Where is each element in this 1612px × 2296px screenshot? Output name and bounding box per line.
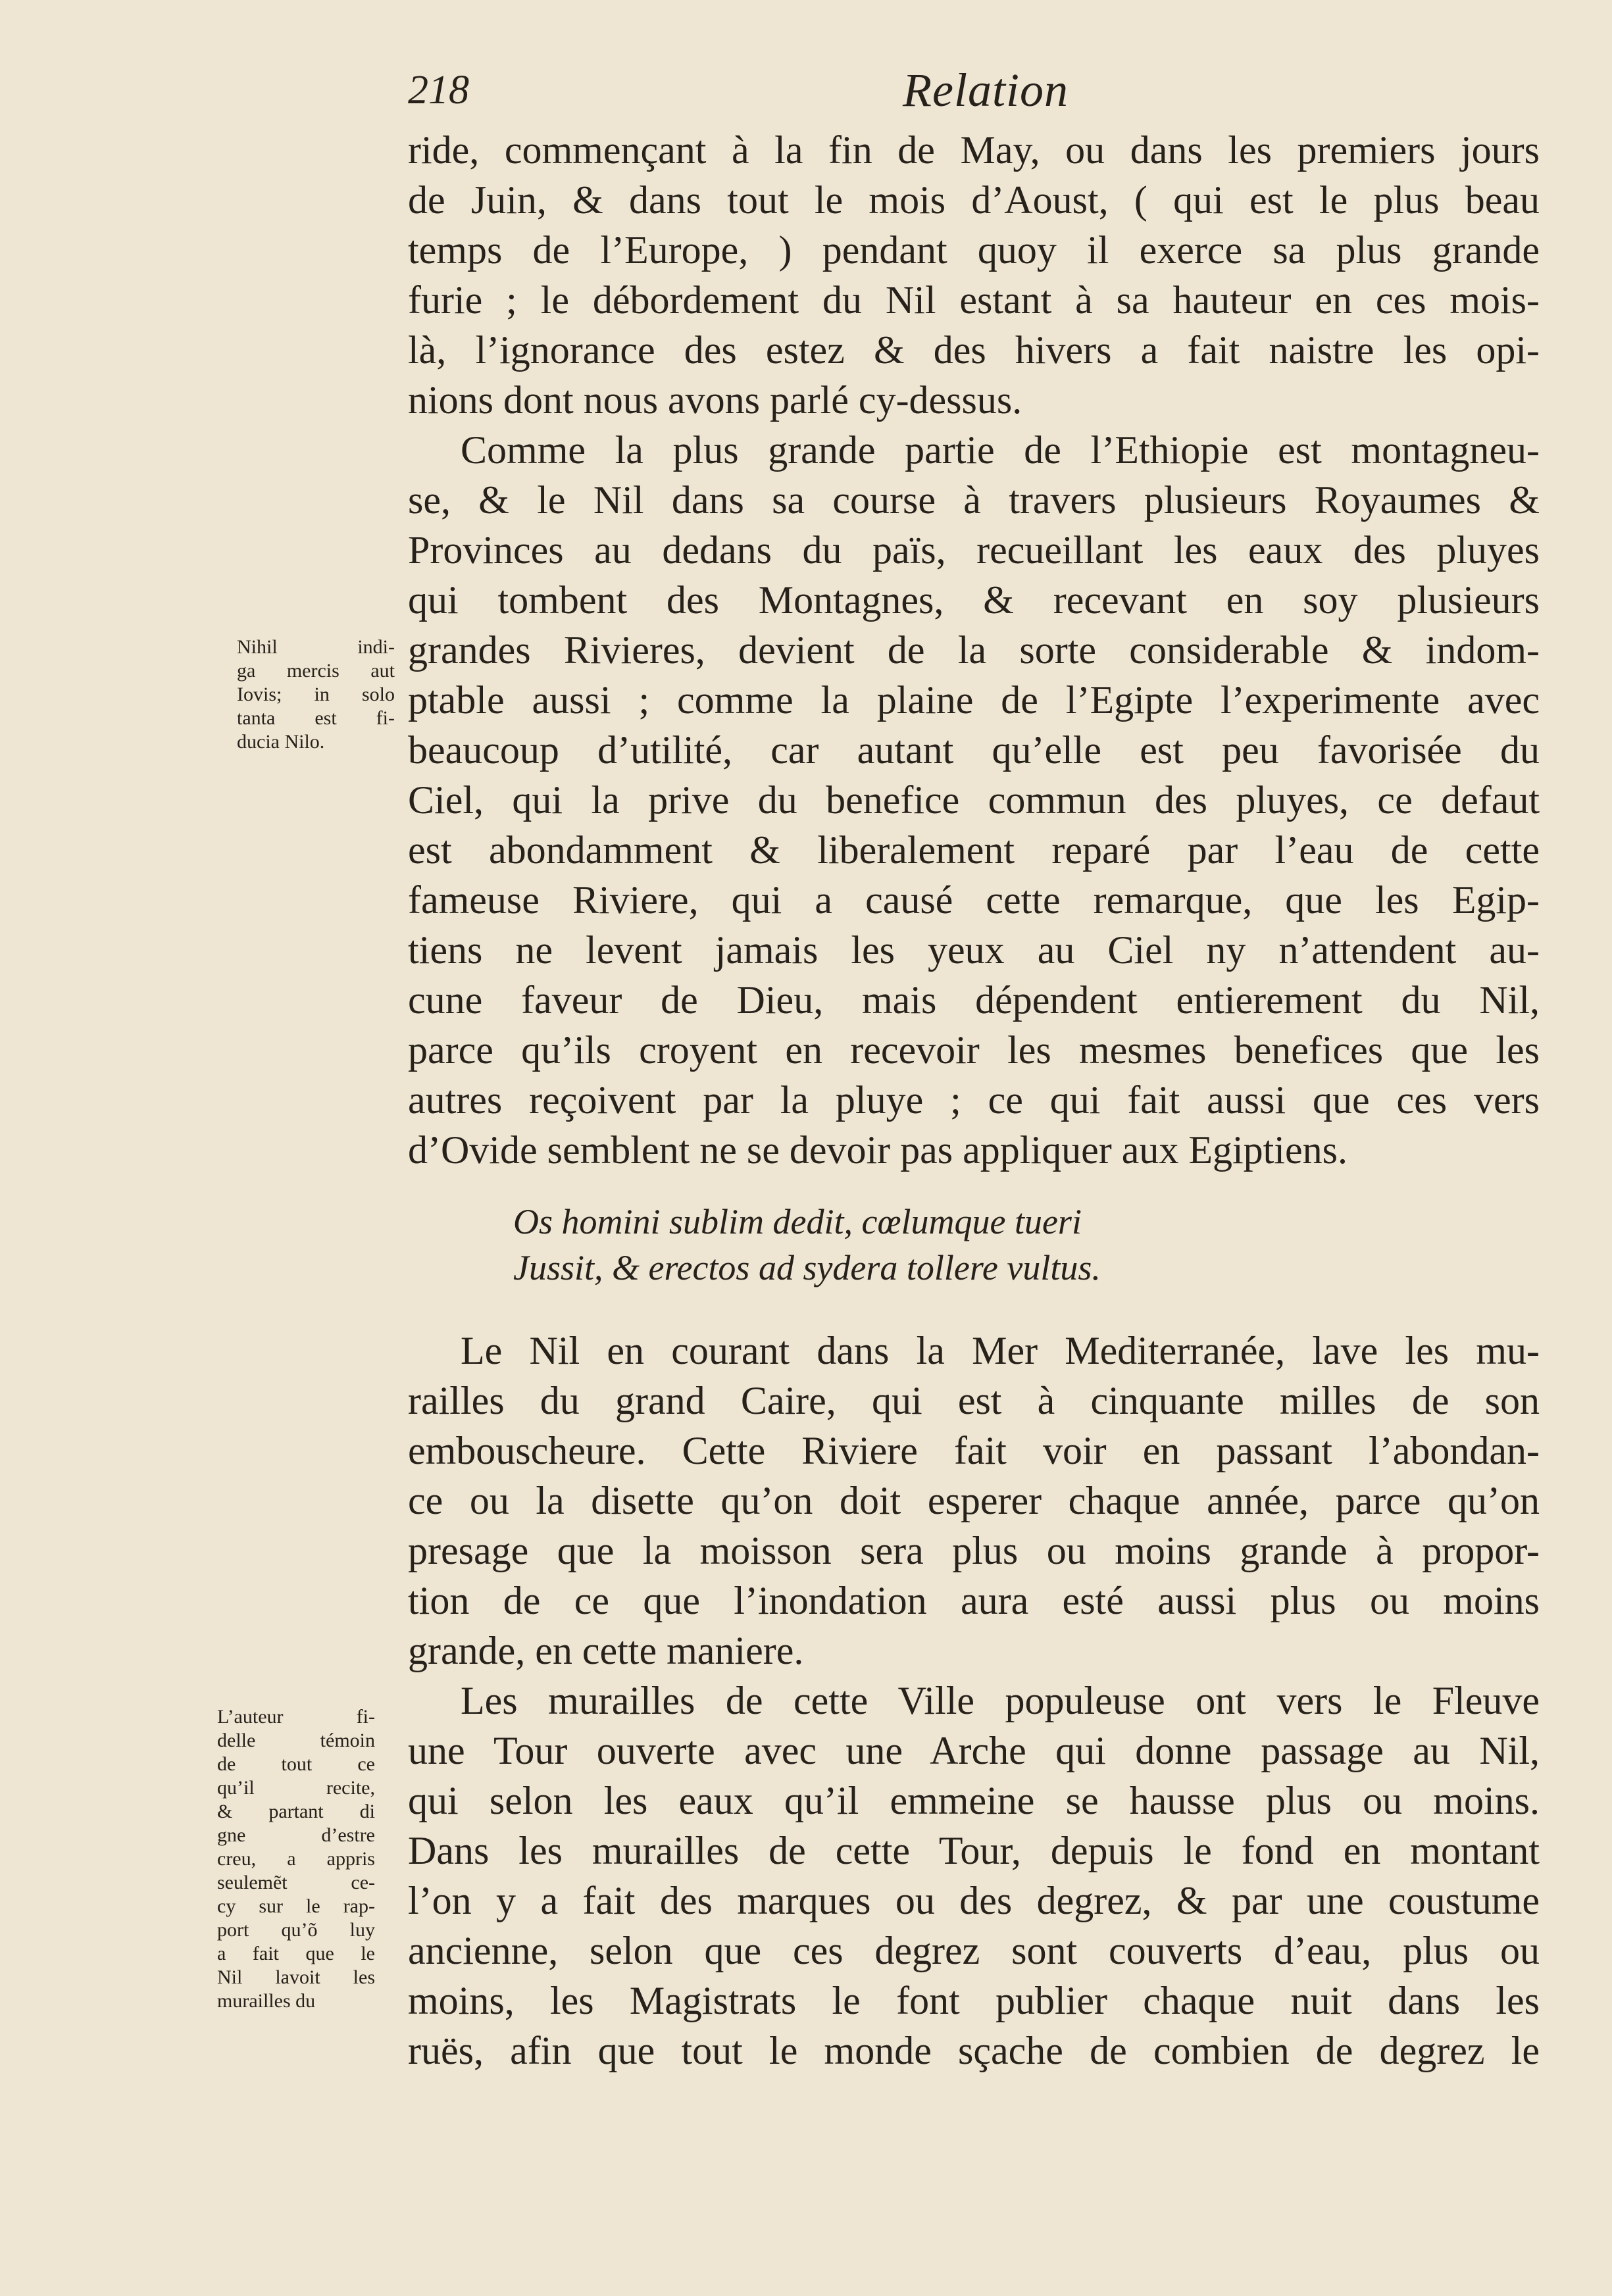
note-line: port qu’õ luy <box>217 1919 375 1941</box>
page-header <box>408 61 1540 120</box>
text-line: Ciel, qui la prive du benefice commun des pluyes, ce defaut <box>408 778 1540 822</box>
text-line: embouscheure. Cette Riviere fait voir en passant l’abondan- <box>408 1429 1540 1472</box>
page-number: 218 <box>408 68 469 112</box>
text-line: qui tombent des Montagnes, & recevant en soy plusieurs <box>408 578 1540 622</box>
text-line: ancienne, selon que ces degrez sont couverts d’eau, plus ou <box>408 1929 1540 1972</box>
note-line: Nihil indi- <box>237 636 395 658</box>
text-line: Le Nil en courant dans la Mer Mediterranée, lave les mu- <box>461 1329 1540 1372</box>
body-text-top <box>408 125 1540 1175</box>
text-line: Dans les murailles de cette Tour, depuis le fond en montant <box>408 1829 1540 1872</box>
text-line: temps de l’Europe, ) pendant quoy il exerce sa plus grande <box>408 228 1540 272</box>
verse-line: Os homini sublim dedit, cœlumque tueri <box>513 1202 1082 1241</box>
note-line: seulemẽt ce- <box>217 1872 375 1893</box>
text-line: l’on y a fait des marques ou des degrez, & par une coustume <box>408 1879 1540 1922</box>
verse-line: Jussit, & erectos ad sydera tollere vultus. <box>513 1248 1101 1287</box>
text-line: Provinces au dedans du païs, recueillant les eaux des pluyes <box>408 528 1540 572</box>
note-line: gne d’estre <box>217 1824 375 1846</box>
text-line: ride, commençant à la fin de May, ou dans les premiers jours <box>408 128 1540 172</box>
text-line: tion de ce que l’inondation aura esté aussi plus ou moins <box>408 1579 1540 1622</box>
margin-note-auteur <box>217 1705 375 2013</box>
text-line: Comme la plus grande partie de l’Ethiopie est montagneu- <box>461 428 1540 472</box>
text-line: moins, les Magistrats le font publier chaque nuit dans les <box>408 1979 1540 2022</box>
text-line: parce qu’ils croyent en recevoir les mesmes benefices que les <box>408 1028 1540 1072</box>
text-line: railles du grand Caire, qui est à cinquante milles de son <box>408 1379 1540 1422</box>
text-line: est abondamment & liberalement reparé par l’eau de cette <box>408 828 1540 872</box>
text-line: ptable aussi ; comme la plaine de l’Egipte l’experimente avec <box>408 678 1540 722</box>
text-line: d’Ovide semblent ne se devoir pas appliquer aux Egiptiens. <box>408 1128 1348 1172</box>
text-line: une Tour ouverte avec une Arche qui donne passage au Nil, <box>408 1729 1540 1772</box>
text-line: fameuse Riviere, qui a causé cette remarque, que les Egip- <box>408 878 1540 922</box>
note-line: & partant di <box>217 1801 375 1822</box>
note-line: Nil lavoit les <box>217 1966 375 1988</box>
text-line: grande, en cette maniere. <box>408 1629 804 1672</box>
note-line: de tout ce <box>217 1753 375 1775</box>
text-line: Les murailles de cette Ville populeuse ont vers le Fleuve <box>461 1679 1540 1722</box>
text-line: grandes Rivieres, devient de la sorte considerable & indom- <box>408 628 1540 672</box>
note-line: cy sur le rap- <box>217 1895 375 1917</box>
text-line: presage que la moisson sera plus ou moins grande à propor- <box>408 1529 1540 1572</box>
note-line: qu’il recite, <box>217 1777 375 1799</box>
margin-note-nihil <box>237 636 395 754</box>
text-line: beaucoup d’utilité, car autant qu’elle est peu favorisée du <box>408 728 1540 772</box>
text-line: tiens ne levent jamais les yeux au Ciel ny n’attendent au- <box>408 928 1540 972</box>
note-line: L’auteur fi- <box>217 1706 375 1728</box>
note-line: Iovis; in solo <box>237 684 395 705</box>
text-line: se, & le Nil dans sa course à travers plusieurs Royaumes & <box>408 478 1540 522</box>
latin-verse <box>513 1199 1303 1291</box>
running-title: Relation <box>903 64 1069 116</box>
text-line: là, l’ignorance des estez & des hivers a fait naistre les opi- <box>408 328 1540 372</box>
text-line: de Juin, & dans tout le mois d’Aoust, ( qui est le plus beau <box>408 178 1540 222</box>
text-line: autres reçoivent par la pluye ; ce qui fait aussi que ces vers <box>408 1078 1540 1122</box>
note-line: ducia Nilo. <box>237 731 325 753</box>
note-line: creu, a appris <box>217 1848 375 1870</box>
text-line: ce ou la disette qu’on doit esperer chaque année, parce qu’on <box>408 1479 1540 1522</box>
note-line: a fait que le <box>217 1943 375 1964</box>
note-line: murailles du <box>217 1990 316 2012</box>
text-line: cune faveur de Dieu, mais dépendent entierement du Nil, <box>408 978 1540 1022</box>
note-line: ga mercis aut <box>237 660 395 682</box>
text-line: ruës, afin que tout le monde sçache de combien de degrez le <box>408 2029 1540 2072</box>
text-line: furie ; le débordement du Nil estant à sa hauteur en ces mois- <box>408 278 1540 322</box>
text-line: qui selon les eaux qu’il emmeine se hausse plus ou moins. <box>408 1779 1540 1822</box>
text-line: nions dont nous avons parlé cy-dessus. <box>408 378 1022 422</box>
body-text-bottom <box>408 1326 1540 2076</box>
note-line: tanta est fi- <box>237 707 395 729</box>
note-line: delle témoin <box>217 1730 375 1751</box>
